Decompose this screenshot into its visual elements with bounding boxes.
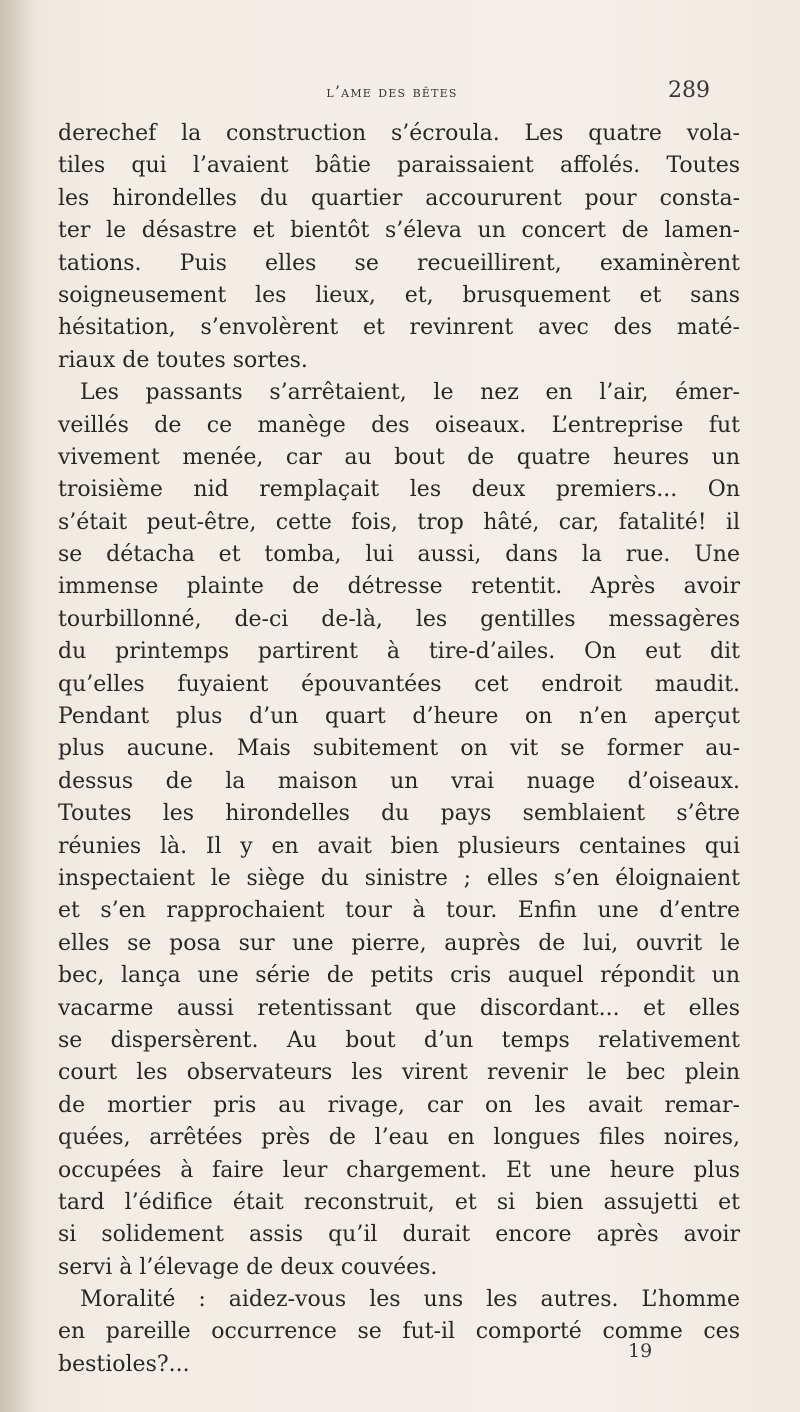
text-line: quées, arrêtées près de l’eau en longues files noires, — [58, 1125, 740, 1151]
text-line: dessus de la maison un vrai nuage d’oiseaux. — [58, 768, 740, 794]
text-line: vacarme aussi retentissant que discordant... et elles — [58, 995, 740, 1021]
running-title: l’ame des bêtes — [326, 82, 458, 101]
text-line: Toutes les hirondelles du pays semblaient s’être — [58, 801, 740, 827]
text-line: vivement menée, car au bout de quatre heures un — [58, 444, 740, 470]
text-line: Moralité : aidez-vous les uns les autres. L’homme — [80, 1287, 740, 1313]
text-line: inspectaient le siège du sinistre ; elles s’en éloignaient — [58, 865, 740, 891]
text-line: réunies là. Il y en avait bien plusieurs centaines qui — [58, 833, 740, 859]
text-line: tiles qui l’avaient bâtie paraissaient affolés. Toutes — [58, 153, 740, 179]
text-line: immense plainte de détresse retentit. Après avoir — [58, 574, 740, 600]
text-line: troisième nid remplaçait les deux premiers... On — [58, 477, 740, 503]
text-line: les hirondelles du quartier accoururent pour consta- — [58, 185, 740, 211]
text-line: Les passants s’arrêtaient, le nez en l’air, émer- — [80, 380, 740, 406]
text-line: en pareille occurrence se fut-il comporté comme ces — [58, 1319, 740, 1345]
text-line: elles se posa sur une pierre, auprès de lui, ouvrit le — [58, 930, 740, 956]
text-line: du printemps partirent à tire-d’ailes. On eut dit — [58, 639, 740, 665]
text-line: riaux de toutes sortes. — [58, 347, 308, 373]
page-header — [0, 78, 800, 108]
text-line: tourbillonné, de-ci de-là, les gentilles messagères — [58, 606, 740, 632]
text-line: si solidement assis qu’il durait encore après avoir — [58, 1222, 740, 1248]
text-line: bec, lança une série de petits cris auquel répondit un — [58, 963, 740, 989]
text-line: se dispersèrent. Au bout d’un temps relativement — [58, 1027, 740, 1053]
text-line: plus aucune. Mais subitement on vit se former au- — [58, 736, 740, 762]
spine-shadow — [0, 0, 36, 1412]
text-line: derechef la construction s’écroula. Les quatre vola- — [58, 121, 740, 146]
signature-mark: 19 — [628, 1340, 653, 1362]
text-line: s’était peut-être, cette fois, trop hâté, car, fatalité! il — [58, 509, 740, 535]
text-line: hésitation, s’envolèrent et revinrent avec des maté- — [58, 315, 740, 341]
text-line: de mortier pris au rivage, car on les avait remar- — [58, 1092, 740, 1118]
text-line: et s’en rapprochaient tour à tour. Enfin une d’entre — [58, 898, 740, 924]
text-line: ter le désastre et bientôt s’éleva un concert de lamen- — [58, 218, 740, 244]
body-text — [58, 118, 740, 1381]
text-line: se détacha et tomba, lui aussi, dans la rue. Une — [58, 542, 740, 568]
text-line: tations. Puis elles se recueillirent, examinèrent — [58, 250, 740, 276]
text-line: court les observateurs les virent revenir le bec plein — [58, 1060, 740, 1086]
text-line: Pendant plus d’un quart d’heure on n’en aperçut — [58, 704, 740, 730]
text-line: tard l’édifice était reconstruit, et si bien assujetti et — [58, 1189, 740, 1215]
text-line: bestioles?... — [58, 1351, 190, 1377]
text-line: servi à l’élevage de deux couvées. — [58, 1254, 438, 1280]
page-number: 289 — [668, 78, 710, 103]
text-line: occupées à faire leur chargement. Et une heure plus — [58, 1157, 740, 1183]
text-line: veillés de ce manège des oiseaux. L’entreprise fut — [58, 412, 740, 438]
text-line: qu’elles fuyaient épouvantées cet endroit maudit. — [58, 671, 740, 697]
text-line: soigneusement les lieux, et, brusquement et sans — [58, 282, 740, 308]
